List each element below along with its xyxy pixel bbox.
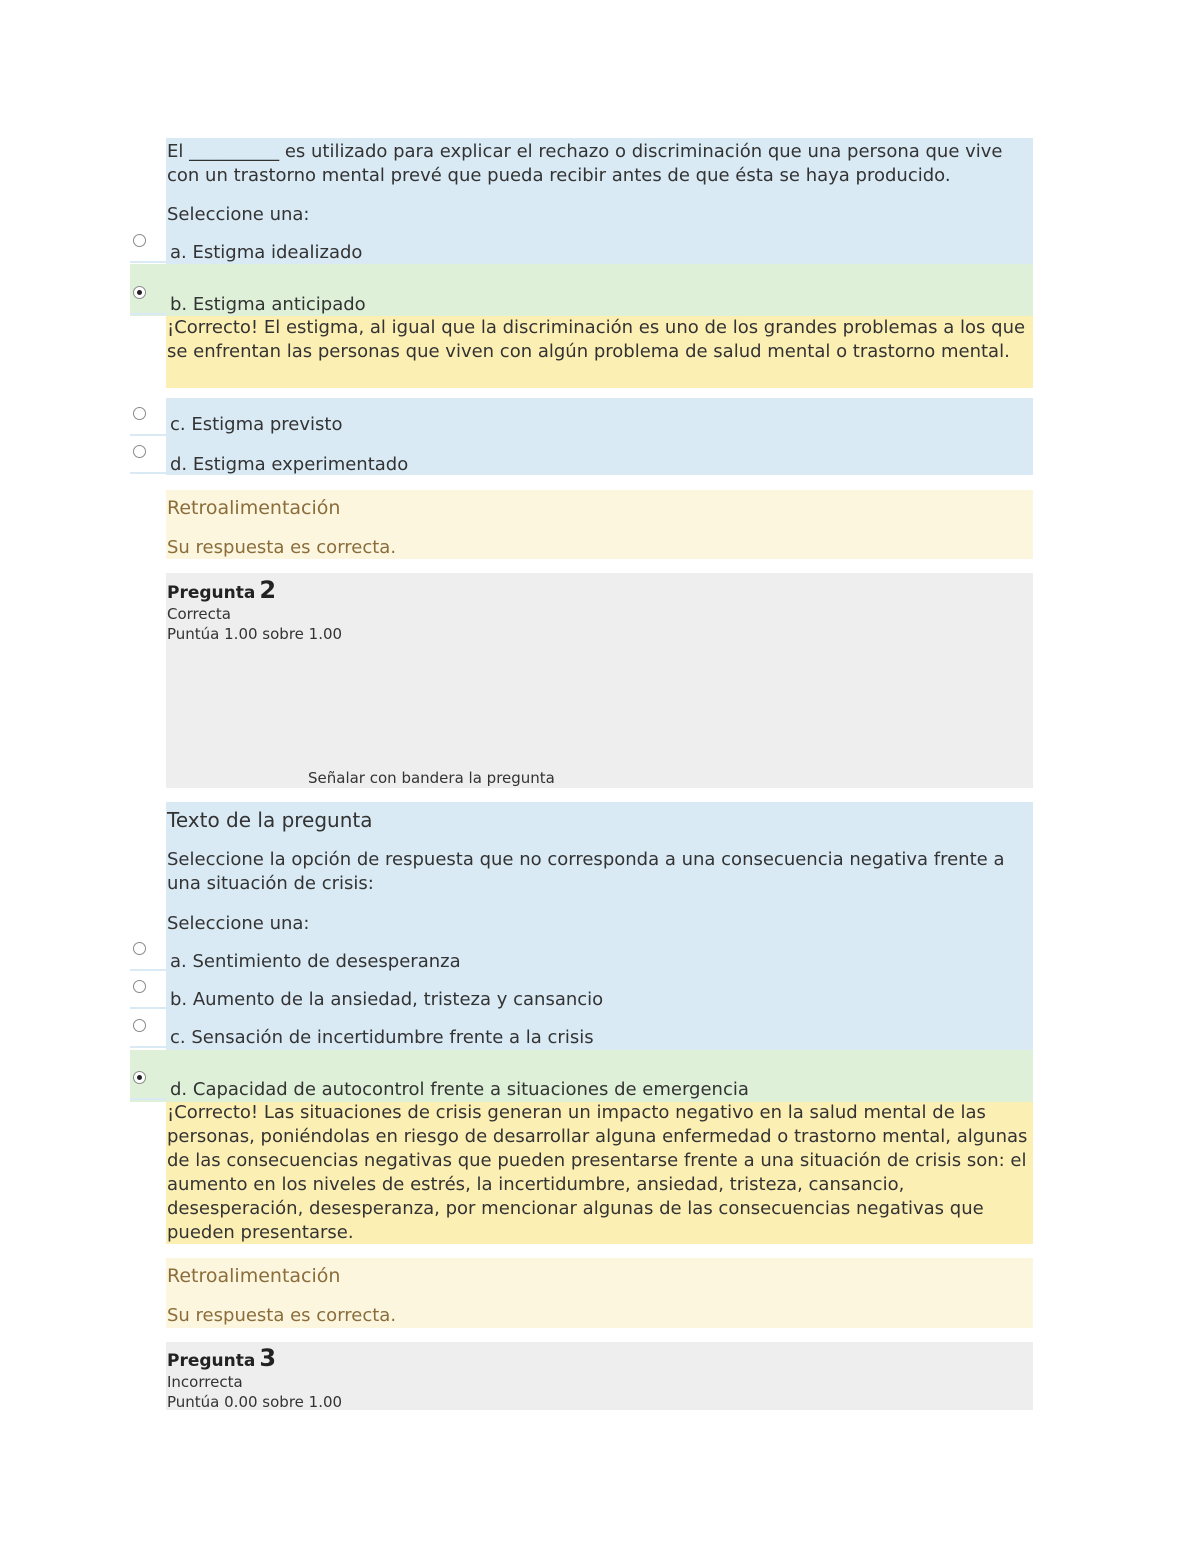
question2-number-heading (167, 578, 276, 605)
question2-option-a-label[interactable]: a. Sentimiento de desesperanza (170, 951, 461, 972)
question3-state: Incorrecta (167, 1373, 243, 1391)
question2-option-b-radio[interactable] (133, 980, 146, 993)
option-divider (130, 969, 166, 971)
option-divider (130, 434, 166, 436)
option-divider (130, 261, 166, 263)
option-divider (130, 1098, 166, 1100)
question1-feedback-title: Retroalimentación (167, 497, 341, 519)
question-label: Pregunta (167, 1351, 256, 1371)
question2-option-b-label[interactable]: b. Aumento de la ansiedad, tristeza y cansancio (170, 989, 604, 1010)
question-number: 2 (259, 576, 277, 604)
question2-grade: Puntúa 1.00 sobre 1.00 (167, 625, 343, 643)
flag-question-link[interactable]: Señalar con bandera la pregunta (308, 769, 555, 787)
question2-prompt-line2: una situación de crisis: (167, 873, 374, 894)
question3-grade: Puntúa 0.00 sobre 1.00 (167, 1393, 343, 1411)
question2-option-d-radio[interactable] (133, 1071, 146, 1084)
question2-feedback-title: Retroalimentación (167, 1265, 341, 1287)
question2-option-c-radio[interactable] (133, 1019, 146, 1032)
question1-select-label: Seleccione una: (167, 204, 310, 225)
question1-option-d-label[interactable]: d. Estigma experimentado (170, 454, 409, 475)
question1-prompt-line2: con un trastorno mental prevé que pueda recibir antes de que ésta se haya producido. (167, 165, 951, 186)
option-divider (130, 1046, 166, 1048)
question2-option-c-label[interactable]: c. Sensación de incertidumbre frente a la crisis (170, 1027, 594, 1048)
question1-option-b-label[interactable]: b. Estigma anticipado (170, 294, 366, 315)
question2-state: Correcta (167, 605, 231, 623)
question1-prompt-line1: El __________ es utilizado para explicar el rechazo o discriminación que una persona que vive (167, 141, 1003, 162)
question1-option-a-radio[interactable] (133, 234, 146, 247)
question2-option-a-radio[interactable] (133, 942, 146, 955)
question2-option-d-label[interactable]: d. Capacidad de autocontrol frente a situaciones de emergencia (170, 1079, 749, 1100)
question-number: 3 (259, 1344, 277, 1372)
option-divider (130, 1007, 166, 1009)
question2-info-panel (166, 573, 1033, 788)
question1-option-d-radio[interactable] (133, 445, 146, 458)
question2-feedback-text: Su respuesta es correcta. (167, 1305, 397, 1326)
option-divider (130, 313, 166, 315)
question2-prompt-line1: Seleccione la opción de respuesta que no corresponda a una consecuencia negativa frente a (167, 849, 1005, 870)
question2-select-label: Seleccione una: (167, 913, 310, 934)
question1-feedback-text: Su respuesta es correcta. (167, 537, 397, 558)
question2-heading: Texto de la pregunta (167, 808, 373, 832)
option-divider (130, 472, 166, 474)
question1-option-c-radio[interactable] (133, 407, 146, 420)
question3-number-heading (167, 1346, 276, 1373)
question1-option-feedback-text: ¡Correcto! El estigma, al igual que la discriminación es uno de los grandes problemas a los que se enfrentan las personas que viven con algún problema de salud mental o trastorno mental. (167, 317, 1026, 362)
question2-option-feedback-text: ¡Correcto! Las situaciones de crisis generan un impacto negativo en la salud mental de las personas, poniéndolas en riesgo de desarrollar alguna enfermedad o trastorno mental, algunas de las consecuencias negativas que pueden presentarse frente a una situación de crisis son: el aumento en los niveles de estrés, la incertidumbre, ansiedad, tristeza, cansancio, desesperación, desesperanza, por mencionar algunas de las consecuencias negativas que pueden presentarse. (167, 1102, 1028, 1243)
question1-option-b-radio[interactable] (133, 286, 146, 299)
question1-option-c-label[interactable]: c. Estigma previsto (170, 414, 343, 435)
question-label: Pregunta (167, 583, 256, 603)
question1-option-a-label[interactable]: a. Estigma idealizado (170, 242, 363, 263)
